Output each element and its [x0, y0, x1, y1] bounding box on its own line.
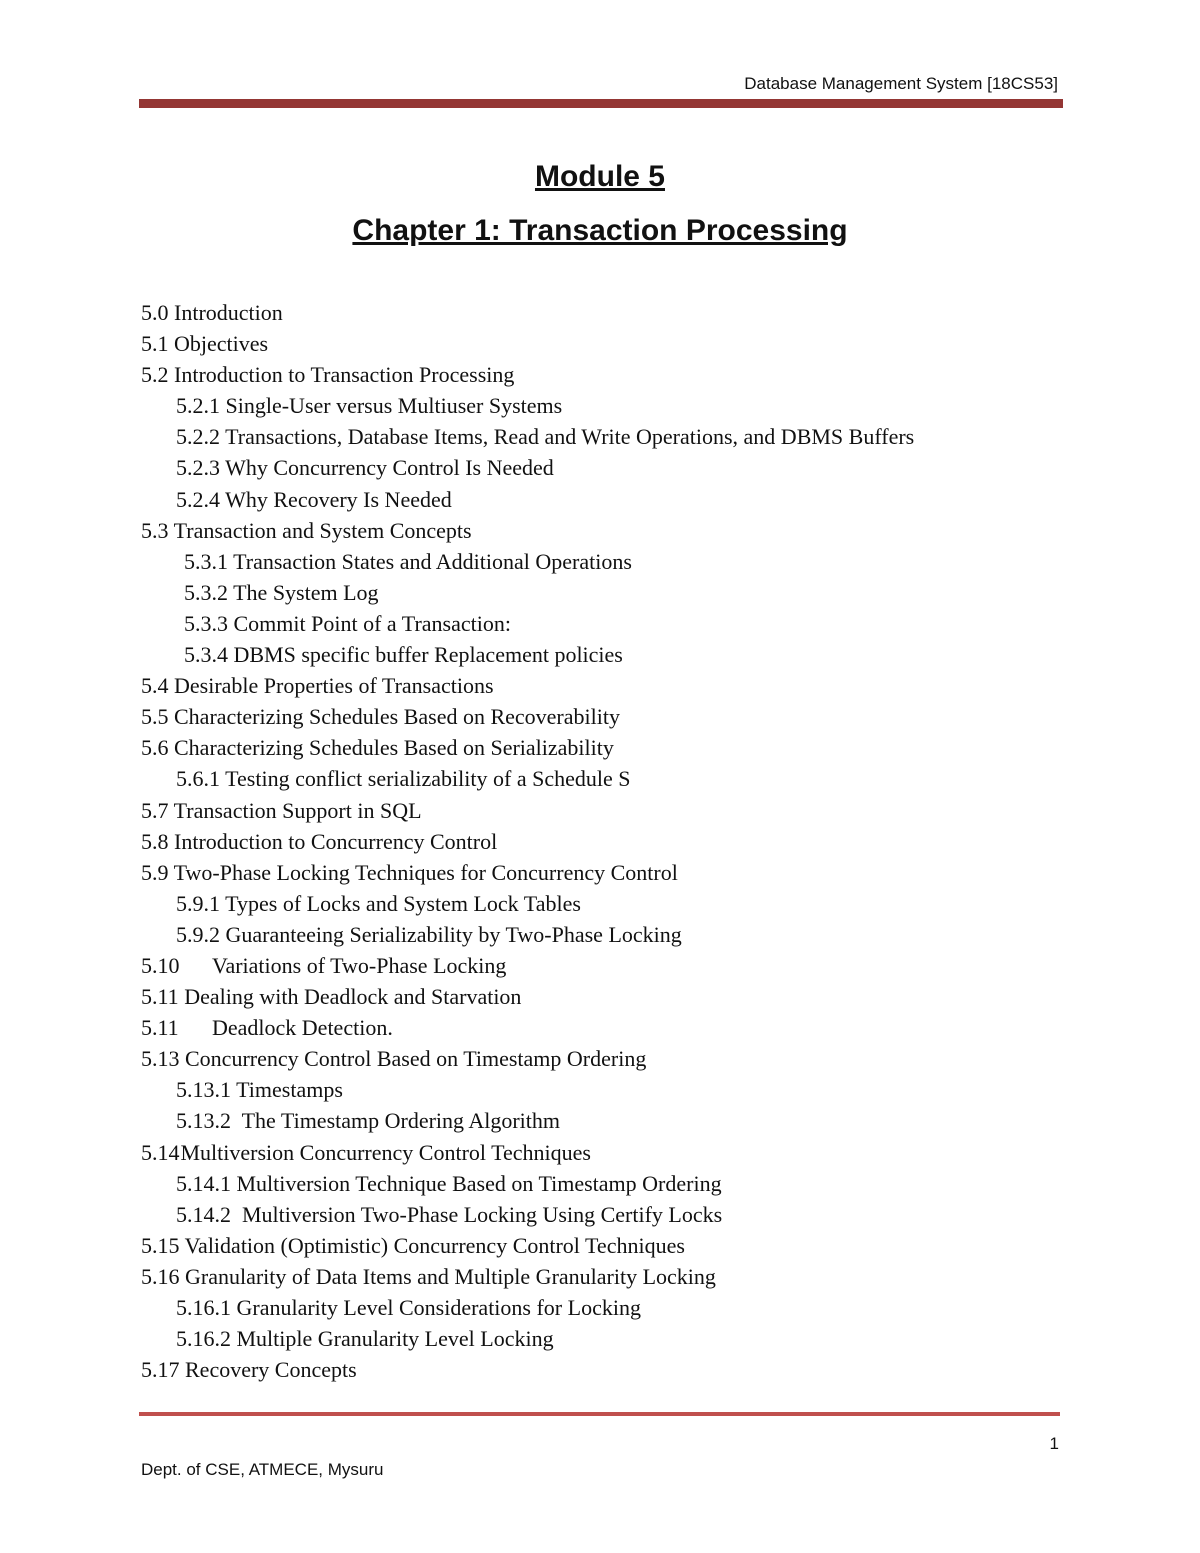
toc-item: 5.0 Introduction [141, 300, 283, 325]
toc-subitem: 5.13.1 Timestamps [176, 1077, 343, 1103]
toc-item: 5.13 Concurrency Control Based on Timestamp Ordering [141, 1046, 647, 1072]
toc-subitem: 5.13.2 The Timestamp Ordering Algorithm [176, 1108, 560, 1134]
header-rule [139, 99, 1063, 108]
page-number: 1 [1049, 1434, 1059, 1453]
toc-item: 5.1 Objectives [141, 331, 269, 357]
toc-item: 5.4 Desirable Properties of Transactions [141, 673, 494, 699]
toc-subitem: 5.6.1 Testing conflict serializability of a Schedule S [176, 766, 631, 792]
toc-subitem: 5.14.1 Multiversion Technique Based on Timestamp Ordering [176, 1170, 722, 1196]
footer-department: Dept. of CSE, ATMECE, Mysuru [141, 1460, 384, 1479]
toc-subitem: 5.16.2 Multiple Granularity Level Locking [176, 1326, 554, 1352]
toc-subitem: 5.3.3 Commit Point of a Transaction: [184, 610, 511, 636]
toc-item: 5.17 Recovery Concepts [141, 1357, 357, 1383]
toc-subitem: 5.2.4 Why Recovery Is Needed [176, 486, 452, 512]
toc-item: 5.11 Dealing with Deadlock and Starvation [141, 984, 522, 1010]
toc-item: 5.15 Validation (Optimistic) Concurrency Control Techniques [141, 1232, 685, 1258]
toc-item: 5.14Multiversion Concurrency Control Techniques [141, 1139, 591, 1165]
toc-subitem: 5.2.2 Transactions, Database Items, Read and Write Operations, and DBMS Buffers [176, 424, 915, 450]
toc-subitem: 5.3.2 The System Log [184, 579, 379, 605]
toc-item: 5.9 Two-Phase Locking Techniques for Concurrency Control [141, 859, 678, 885]
toc-subitem: 5.2.3 Why Concurrency Control Is Needed [176, 455, 554, 481]
toc-subitem: 5.9.2 Guaranteeing Serializability by Two-Phase Locking [176, 921, 682, 947]
toc-item: 5.11 Deadlock Detection. [141, 1015, 393, 1041]
toc-subitem: 5.16.1 Granularity Level Considerations for Locking [176, 1295, 641, 1320]
toc-subitem: 5.3.4 DBMS specific buffer Replacement policies [184, 642, 623, 668]
running-header: Database Management System [18CS53] [744, 74, 1058, 93]
toc-item: 5.3 Transaction and System Concepts [141, 517, 472, 543]
toc-subitem: 5.3.1 Transaction States and Additional Operations [184, 548, 632, 574]
chapter-title: Chapter 1: Transaction Processing [352, 214, 848, 247]
module-title: Module 5 [534, 160, 665, 193]
toc-item: 5.16 Granularity of Data Items and Multiple Granularity Locking [141, 1263, 716, 1289]
toc-item: 5.10 Variations of Two-Phase Locking [141, 952, 507, 978]
toc-subitem: 5.2.1 Single-User versus Multiuser Systems [176, 393, 563, 419]
toc-subitem: 5.14.2 Multiversion Two-Phase Locking Using Certify Locks [176, 1201, 723, 1227]
table-of-contents [141, 297, 914, 1385]
toc-item: 5.6 Characterizing Schedules Based on Serializability [141, 735, 614, 761]
toc-item: 5.5 Characterizing Schedules Based on Recoverability [141, 704, 620, 730]
toc-item: 5.8 Introduction to Concurrency Control [141, 828, 498, 854]
toc-item: 5.2 Introduction to Transaction Processing [141, 362, 515, 388]
toc-item: 5.7 Transaction Support in SQL [141, 797, 422, 823]
toc-subitem: 5.9.1 Types of Locks and System Lock Tables [176, 890, 581, 916]
footer-rule [139, 1412, 1060, 1416]
